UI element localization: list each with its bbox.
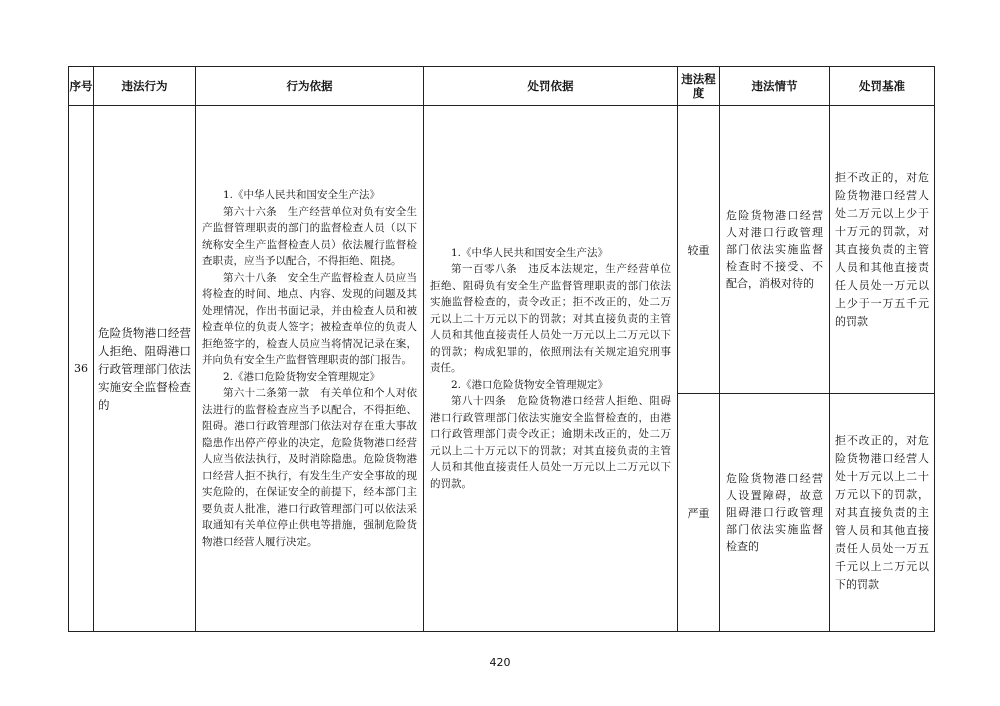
header-number: 序号 xyxy=(69,67,94,106)
law-article: 第六十六条 生产经营单位对负有安全生产监督管理职责的部门的监督检查人员（以下统称安全生产监督检查人员）依法履行监督检查职责，应当予以配合，不得拒绝、阻挠。 xyxy=(202,205,417,267)
header-penalty-standard: 处罚基准 xyxy=(830,67,935,106)
header-degree: 违法程度 xyxy=(678,67,720,106)
penalty-standard-table xyxy=(68,66,935,632)
page-number: 420 xyxy=(489,656,511,669)
violation-cell: 危险货物港口经营人拒绝、阻碍港口行政管理部门依法实施安全监督检查的 xyxy=(94,106,196,632)
law-title: 1.《中华人民共和国安全生产法》 xyxy=(451,246,609,259)
law-article: 第六十八条 安全生产监督检查人员应当将检查的时间、地点、内容、发现的问题及其处理情况，作出书面记录，并由检查人员和被检查单位的负责人签字；被检查单位的负责人拒绝签字的，检查人员应当将情况记录在案，并向负有安全生产监督管理职责的部门报告。 xyxy=(202,271,417,366)
header-behavior-basis: 行为依据 xyxy=(196,67,424,106)
behavior-basis-cell xyxy=(196,106,424,632)
header-penalty-basis: 处罚依据 xyxy=(424,67,678,106)
law-title: 2.《港口危险货物安全管理规定》 xyxy=(223,370,381,383)
circumstance-cell: 危险货物港口经营人设置障碍，故意阻碍港口行政管理部门依法实施监督检查的 xyxy=(720,394,830,632)
law-title: 2.《港口危险货物安全管理规定》 xyxy=(451,378,609,391)
circumstance-cell: 危险货物港口经营人对港口行政管理部门依法实施监督检查时不接受、不配合，消极对待的 xyxy=(720,106,830,394)
penalty-basis-cell xyxy=(424,106,678,632)
law-article: 第六十二条第一款 有关单位和个人对依法进行的监督检查应当予以配合，不得拒绝、阻碍。港口行政管理部门依法对存在重大事故隐患作出停产停业的决定，危险货物港口经营人应当依法执行，及时消除隐患。危险货物港口经营人拒不执行，有发生生产安全事故的现实危险的，在保证安全的前提下，经本部门主要负责人批准，港口行政管理部门可以依法采取通知有关单位停止供电等措施，强制危险货物港口经营人履行决定。 xyxy=(202,387,417,548)
penalty-standard-cell: 拒不改正的，对危险货物港口经营人处二万元以上少于十万元的罚款，对其直接负责的主管人员和其他直接责任人员处一万元以上少于一万五千元的罚款 xyxy=(830,106,935,394)
row-number: 36 xyxy=(69,106,94,632)
header-violation: 违法行为 xyxy=(94,67,196,106)
law-title: 1.《中华人民共和国安全生产法》 xyxy=(223,189,381,201)
header-circumstance: 违法情节 xyxy=(720,67,830,106)
penalty-standard-cell: 拒不改正的，对危险货物港口经营人处十万元以上二十万元以下的罚款，对其直接负责的主管人员和其他直接责任人员处一万五千元以上二万元以下的罚款 xyxy=(830,394,935,632)
law-article: 第一百零八条 违反本法规定，生产经营单位拒绝、阻碍负有安全生产监督管理职责的部门依法实施监督检查的，责令改正；拒不改正的，处二万元以上二十万元以下的罚款；对其直接负责的主管人员和其他直接责任人员处一万元以上二万元以下的罚款；构成犯罪的，依照刑法有关规定追究刑事责任。 xyxy=(430,263,671,375)
degree-cell: 严重 xyxy=(678,394,720,632)
law-article: 第八十四条 危险货物港口经营人拒绝、阻碍港口行政管理部门依法实施安全监督检查的，由港口行政管理部门责令改正；逾期未改正的，处二万元以上二十万元以下的罚款；对其直接负责的主管人员和其他直接责任人员处一万元以上二万元以下的罚款。 xyxy=(430,395,671,490)
header-row xyxy=(69,67,935,106)
table-row xyxy=(69,106,935,394)
degree-cell: 较重 xyxy=(678,106,720,394)
